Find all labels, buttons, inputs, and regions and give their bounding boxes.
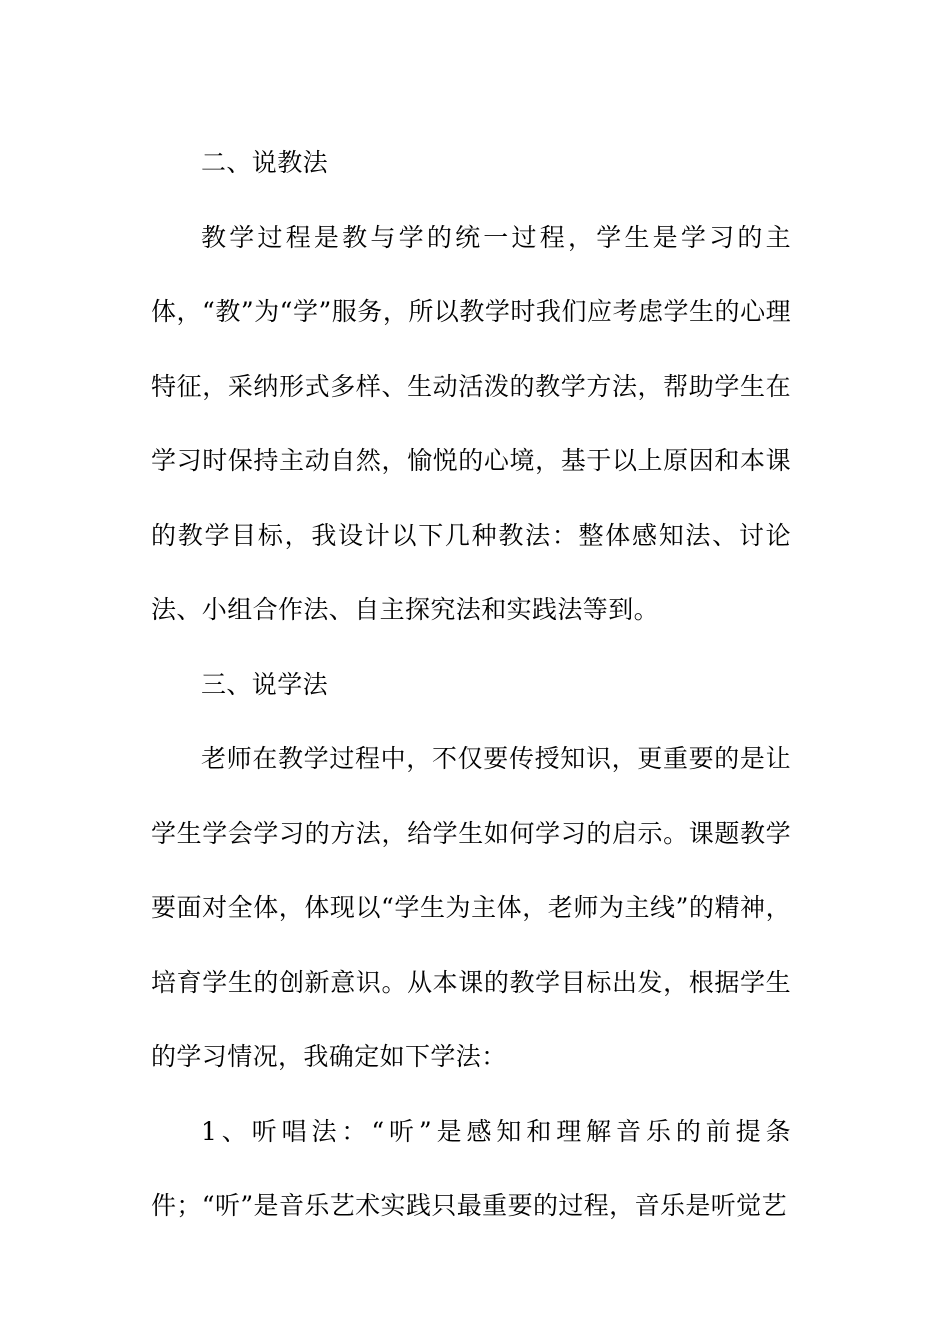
paragraph-teaching-methods: 教学过程是教与学的统一过程，学生是学习的主体，“教”为“学”服务，所以教学时我们应考虑学生的心理特征，采纳形式多样、生动活泼的教学方法，帮助学生在学习时保持主动自然，愉悦的心境，基于以上原因和本课的教学目标，我设计以下几种教法：整体感知法、讨论法、小组合作法、自主探究法和实践法等到。 — [151, 222, 791, 624]
paragraph-learning-methods: 老师在教学过程中，不仅要传授知识，更重要的是让学生学会学习的方法，给学生如何学习的启示。课题教学要面对全体，体现以“学生为主体，老师为主线”的精神，培育学生的创新意识。从本课的教学目标出发，根据学生的学习情况，我确定如下学法： — [151, 744, 791, 1071]
section-heading-learning-methods: 三、说学法 — [201, 669, 329, 699]
section-heading-teaching-methods: 二、说教法 — [201, 148, 329, 177]
document-body — [151, 126, 791, 1244]
paragraph-listening-singing-method: 1、听唱法：“听”是感知和理解音乐的前提条件；“听”是音乐艺术实践只最重要的过程，音乐是听觉艺 — [151, 1116, 791, 1220]
